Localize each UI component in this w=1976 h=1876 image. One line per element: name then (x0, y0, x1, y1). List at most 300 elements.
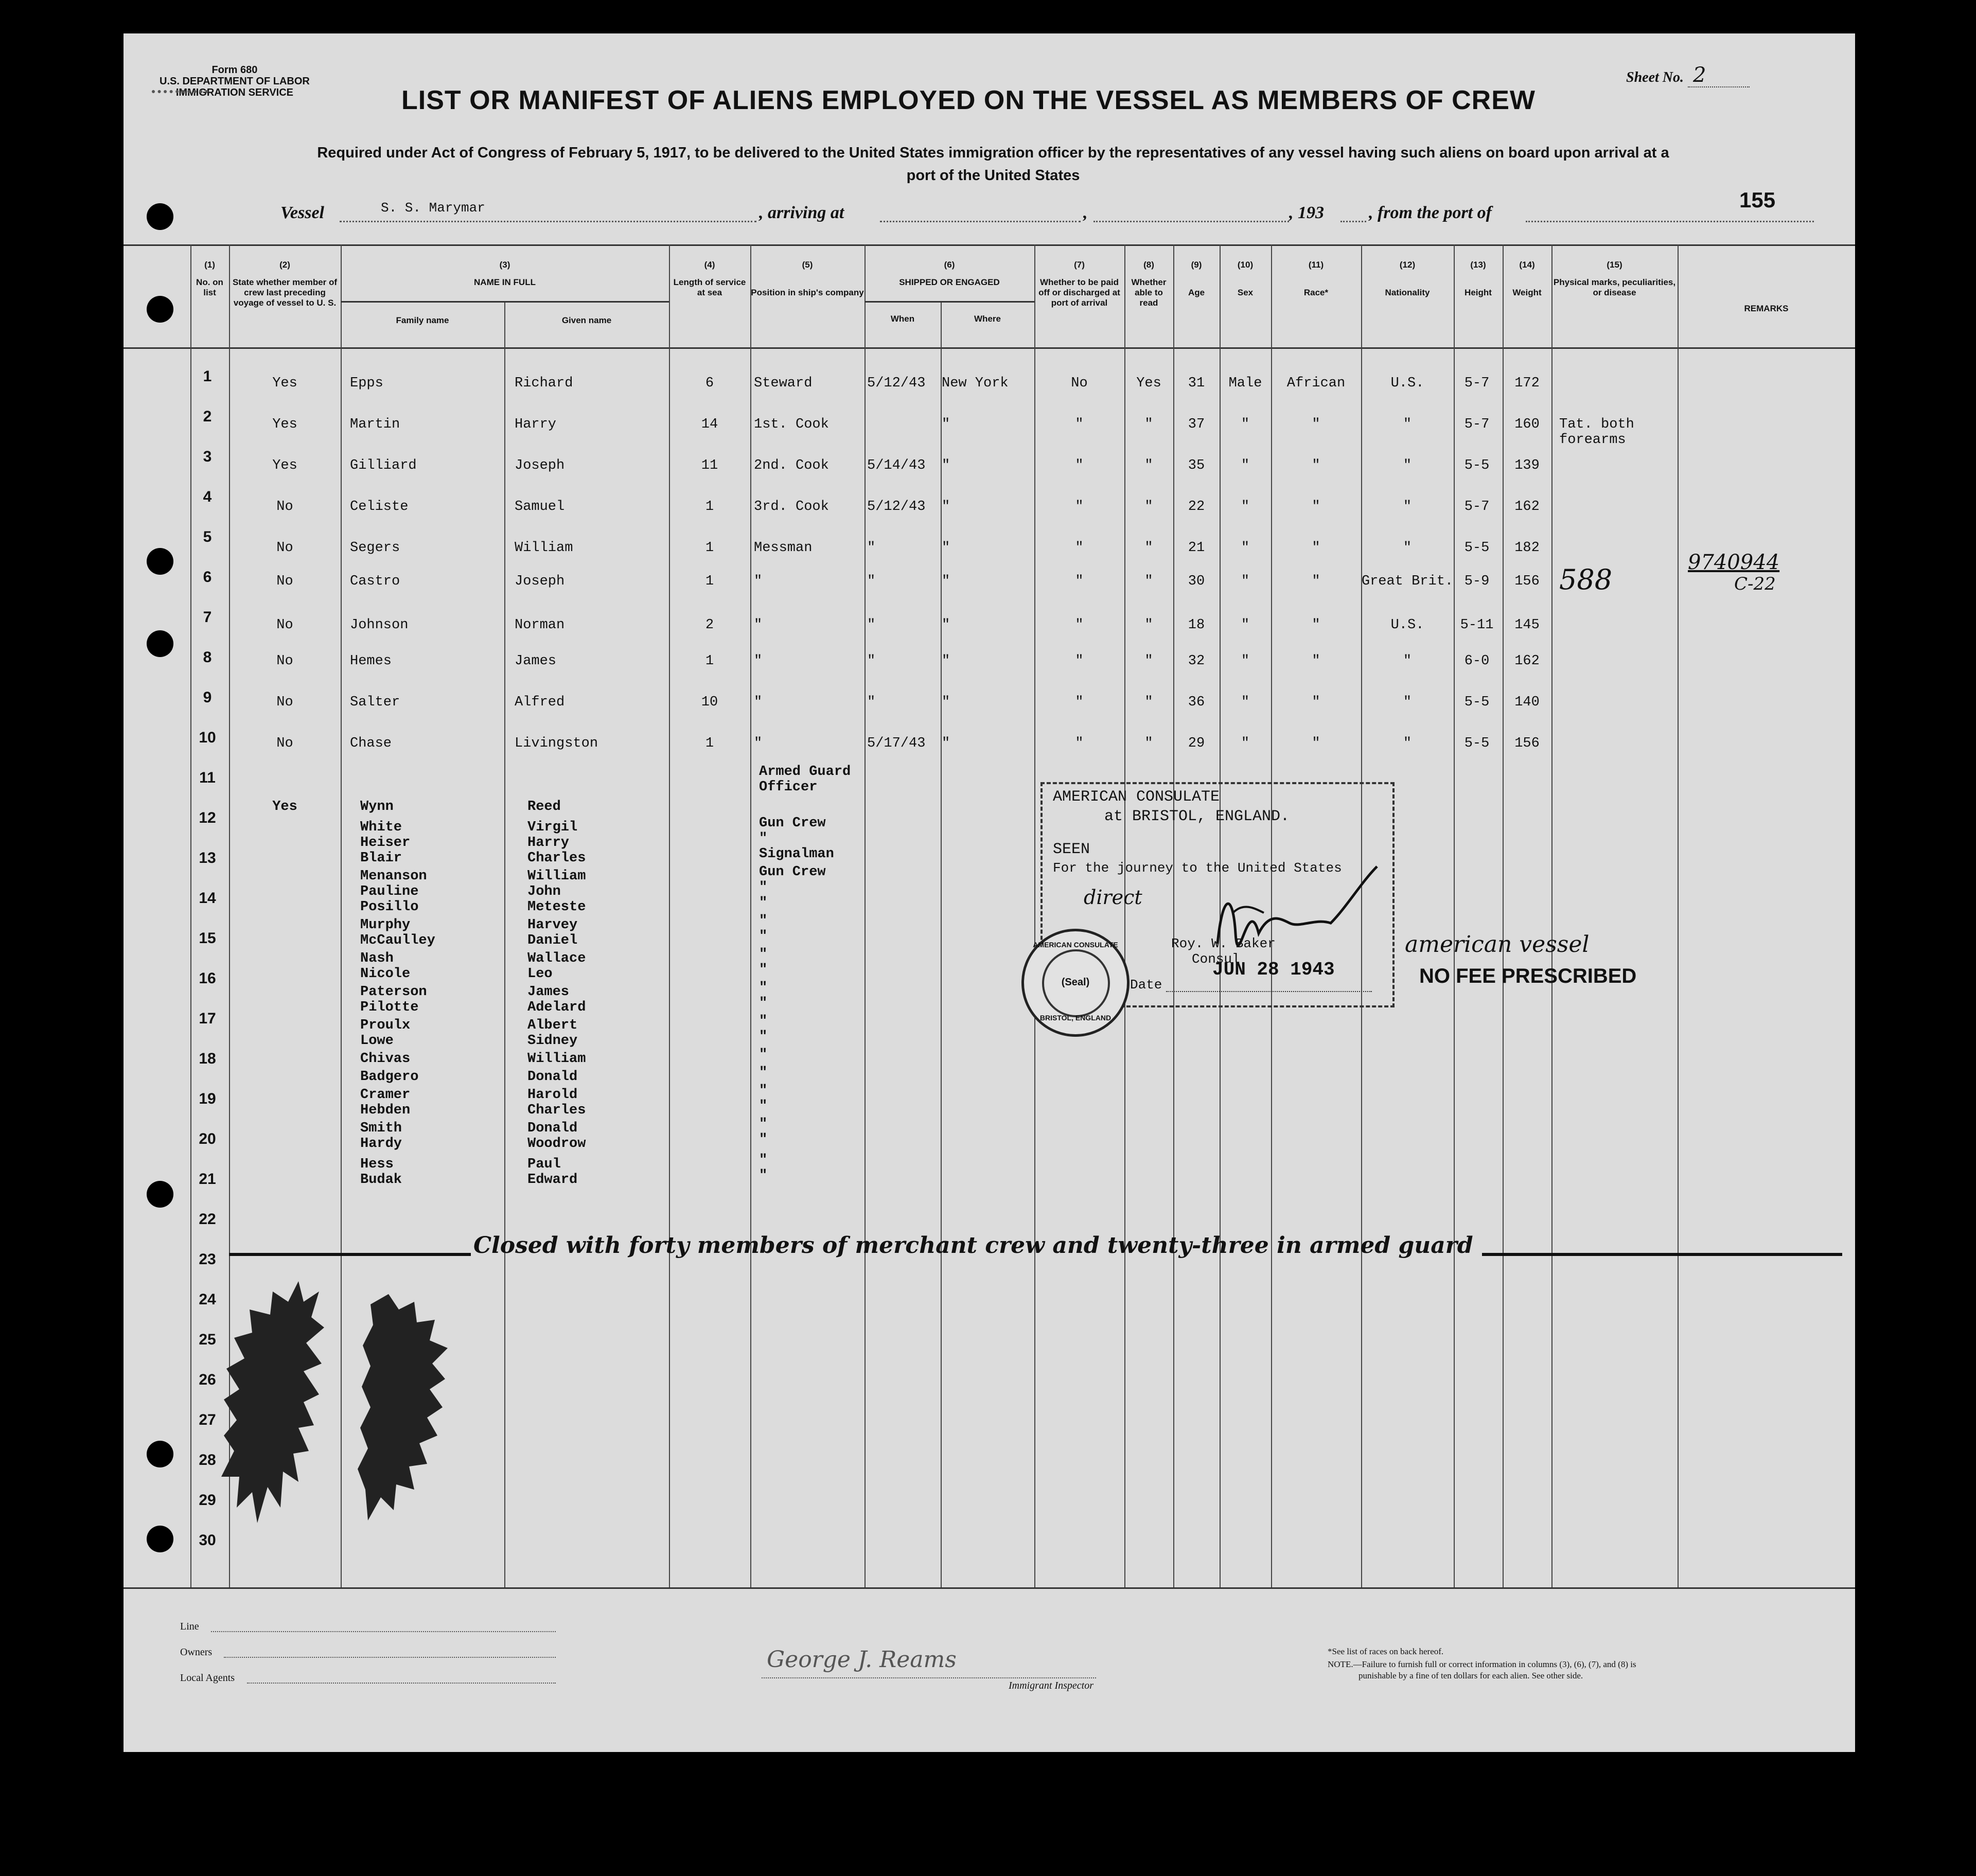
guard-given-name: Albert (527, 1018, 578, 1033)
crew-age: 36 (1188, 695, 1205, 710)
guard-position: " (759, 962, 768, 978)
col-8-label: Whether able to read (1131, 277, 1167, 308)
crew-paid-off: " (1075, 695, 1084, 710)
from-port-label: , from the port of (1369, 203, 1492, 222)
col-7-header (1034, 260, 1124, 308)
crew-race: " (1312, 736, 1320, 751)
crew-age: 30 (1188, 574, 1205, 589)
inspector-label: Immigrant Inspector (1009, 1680, 1093, 1691)
guard-given-name: Wallace (527, 951, 586, 966)
guard-given-name: Leo (527, 966, 553, 982)
seal-top-text: AMERICAN CONSULATE (1033, 941, 1118, 949)
stamp-seen: SEEN (1053, 841, 1090, 858)
guard-position: " (759, 980, 768, 996)
crew-shipped-when: " (867, 617, 876, 633)
guard-family-name: Cramer (360, 1087, 411, 1103)
footer-agents-label: Local Agents (180, 1672, 235, 1684)
crew-age: 29 (1188, 736, 1205, 751)
crew-given-name: James (515, 653, 557, 669)
col-10-num: (10) (1237, 260, 1254, 270)
guard-position: " (759, 1117, 768, 1132)
penalty-note-1: NOTE.—Failure to furnish full or correct information in columns (3), (6), (7), and (8) is (1328, 1659, 1636, 1669)
col-3-label: NAME IN FULL (474, 277, 536, 287)
crew-nationality: " (1403, 499, 1412, 515)
guard-position: Gun Crew (759, 816, 826, 831)
col-rule (341, 244, 342, 1587)
crew-service-length: 11 (701, 458, 718, 473)
stamp-direct: direct (1084, 886, 1142, 909)
crew-paid-off: " (1075, 574, 1084, 589)
guard-position: " (759, 1153, 768, 1168)
penalty-note-2: punishable by a fine of ten dollars for each alien. See other side. (1358, 1671, 1583, 1680)
col-14-num: (14) (1519, 260, 1535, 270)
crew-race: " (1312, 499, 1320, 515)
guard-given-name: James (527, 984, 570, 1000)
row-number: 17 (199, 1010, 216, 1027)
col-6-header (864, 260, 1034, 288)
guard-position: " (759, 929, 768, 944)
punch-hole (147, 296, 173, 323)
col-4-header (669, 260, 750, 298)
guard-position: " (759, 996, 768, 1011)
guard-family-name: White (360, 820, 402, 835)
crew-race: " (1312, 574, 1320, 589)
crew-family-name: Hemes (350, 653, 392, 669)
crew-sex: " (1241, 499, 1250, 515)
row-number: 8 (203, 649, 212, 666)
crew-weight: 160 (1514, 417, 1540, 432)
crew-age: 21 (1188, 540, 1205, 556)
guard-family-name: Blair (360, 851, 402, 866)
row-number: 18 (199, 1050, 216, 1067)
guard-family-name: Chivas (360, 1051, 411, 1067)
year-dotline (1340, 221, 1366, 222)
col-6-label: SHIPPED OR ENGAGED (899, 277, 1000, 287)
closing-rule-right (1482, 1253, 1842, 1256)
crew-prev-voyage: No (276, 736, 293, 751)
col-2-header (229, 260, 341, 308)
col-3-num: (3) (499, 260, 510, 270)
col-rule (1551, 244, 1552, 1587)
crew-paid-off: " (1075, 458, 1084, 473)
footer-owners-dots (224, 1657, 556, 1658)
crew-race: " (1312, 458, 1320, 473)
col-rule (750, 244, 751, 1587)
row-number: 3 (203, 448, 212, 465)
col-rule (1034, 244, 1035, 1587)
crew-age: 18 (1188, 617, 1205, 633)
col-rule (190, 244, 191, 1587)
crew-shipped-where: " (942, 695, 950, 710)
crew-service-length: 14 (701, 417, 718, 432)
col-rule (1678, 244, 1679, 1587)
row-number: 6 (203, 569, 212, 586)
crew-shipped-when: 5/12/43 (867, 499, 926, 515)
crew-service-length: 1 (705, 653, 714, 669)
crew-age: 37 (1188, 417, 1205, 432)
row-number: 9 (203, 689, 212, 706)
crew-paid-off: " (1075, 417, 1084, 432)
arriving-label: , arriving at (759, 203, 844, 222)
col-5-num: (5) (802, 260, 813, 270)
guard-position: " (759, 831, 768, 846)
inspector-line (762, 1677, 1096, 1678)
crew-weight: 162 (1514, 653, 1540, 669)
crew-nationality: " (1403, 653, 1412, 669)
crew-able-to-read: " (1144, 736, 1153, 751)
crew-race: " (1312, 617, 1320, 633)
crew-able-to-read: " (1144, 574, 1153, 589)
vessel-name: S. S. Marymar (381, 200, 485, 216)
col-rule (1503, 244, 1504, 1587)
crew-shipped-when: 5/17/43 (867, 736, 926, 751)
crew-able-to-read: " (1144, 695, 1153, 710)
col-rule (669, 244, 670, 1587)
col-13-header (1454, 260, 1503, 298)
guard-family-name: Hess (360, 1157, 394, 1172)
row-number: 11 (199, 769, 216, 786)
punch-hole (147, 1181, 173, 1208)
crew-shipped-where: New York (942, 376, 1009, 391)
crew-service-length: 1 (705, 499, 714, 515)
crew-given-name: William (515, 540, 573, 556)
guard-position: " (759, 1029, 768, 1045)
family-name-header: Family name (396, 315, 449, 325)
crew-position: " (754, 736, 763, 751)
crew-service-length: 1 (705, 540, 714, 556)
given-name-header: Given name (561, 315, 612, 325)
guard-position: Gun Crew (759, 864, 826, 880)
crew-sex: " (1241, 574, 1250, 589)
guard-given-name: Harvey (527, 917, 578, 933)
col-4-label: Length of service at sea (673, 277, 746, 297)
from-port-dotline (1526, 221, 1814, 222)
guard-family-name: Heiser (360, 835, 411, 851)
row-number: 2 (203, 408, 212, 425)
crew-given-name: Norman (515, 617, 565, 633)
col-15-label: Physical marks, peculiarities, or disease (1553, 277, 1676, 297)
guard-family-name: Murphy (360, 917, 411, 933)
crew-paid-off: " (1075, 736, 1084, 751)
crew-age: 32 (1188, 653, 1205, 669)
shipped-subheader-rule (864, 301, 1034, 303)
col-6-num: (6) (944, 260, 955, 270)
guard-position: " (759, 1083, 768, 1099)
manifest-document (123, 33, 1855, 1752)
crew-height: 5-5 (1464, 695, 1490, 710)
crew-able-to-read: " (1144, 499, 1153, 515)
col-3-header (341, 260, 669, 288)
crew-able-to-read: Yes (1136, 376, 1161, 391)
guard-family-name: Pauline (360, 884, 419, 899)
guard-family-name: Nash (360, 951, 394, 966)
col-rule (864, 244, 866, 1587)
row-number: 30 (199, 1532, 216, 1549)
subtitle-line-1: Required under Act of Congress of February 5, 1917, to be delivered to the United States immigration officer by the representatives of any vessel having such aliens on board upon arrival at a (317, 145, 1669, 161)
crew-service-length: 6 (705, 376, 714, 391)
col-11-label: Race* (1303, 288, 1329, 297)
crew-race: " (1312, 695, 1320, 710)
crew-race: " (1312, 417, 1320, 432)
guard-family-name: Hebden (360, 1103, 411, 1118)
row-number: 25 (199, 1331, 216, 1348)
stamp-consul-title: Consul (1192, 951, 1240, 967)
guard-given-name: Charles (527, 1103, 586, 1118)
marks-handwritten-note: 588 (1559, 563, 1613, 596)
col-5-label: Position in ship's company (751, 288, 864, 297)
crew-race: African (1286, 376, 1346, 391)
crew-family-name: Gilliard (350, 458, 417, 473)
row-number: 21 (199, 1171, 216, 1188)
col-9-header (1173, 260, 1220, 298)
form-service: IMMIGRATION SERVICE (175, 87, 294, 98)
punch-hole (147, 630, 173, 657)
footer-agents-dots (247, 1683, 556, 1684)
col-8-num: (8) (1143, 260, 1154, 270)
guard-family-name: Menanson (360, 869, 427, 884)
crew-given-name: Samuel (515, 499, 565, 515)
col-15-num: (15) (1607, 260, 1622, 270)
row-number: 14 (199, 890, 216, 907)
crew-nationality: " (1403, 417, 1412, 432)
guard-position: Armed Guard Officer (759, 764, 851, 795)
crew-nationality: " (1403, 736, 1412, 751)
col-7-label: Whether to be paid off or discharged at port of arrival (1038, 277, 1120, 308)
crew-shipped-when: 5/14/43 (867, 458, 926, 473)
crew-weight: 156 (1514, 736, 1540, 751)
document-subtitle (175, 141, 1811, 187)
crew-height: 5-5 (1464, 540, 1490, 556)
row-number: 27 (199, 1411, 216, 1428)
row-number: 22 (199, 1211, 216, 1228)
punch-hole (147, 1441, 173, 1467)
guard-given-name: Reed (527, 799, 561, 815)
starburst-seal-left (221, 1281, 324, 1528)
row-number: 1 (203, 368, 212, 385)
punch-hole (147, 1526, 173, 1552)
arriving-comma: , (1083, 203, 1088, 222)
col-rule (1454, 244, 1455, 1587)
crew-shipped-where: " (942, 736, 950, 751)
guard-family-name: Wynn (360, 799, 394, 815)
crew-position: Steward (754, 376, 813, 391)
remarks-handwritten-code: C-22 (1734, 574, 1776, 594)
guard-given-name: Daniel (527, 933, 578, 948)
col-2-label: State whether member of crew last preceding voyage of vessel to U. S. (232, 277, 338, 308)
crew-service-length: 10 (701, 695, 718, 710)
col-12-header (1361, 260, 1454, 298)
crew-family-name: Segers (350, 540, 400, 556)
guard-given-name: Donald (527, 1069, 578, 1085)
guard-prev-voyage: Yes (272, 799, 297, 815)
table-bottom-rule (123, 1587, 1855, 1589)
table-top-rule (123, 244, 1855, 246)
crew-paid-off: " (1075, 499, 1084, 515)
crew-paid-off: " (1075, 540, 1084, 556)
page-number: 155 (1739, 188, 1776, 212)
crew-race: " (1312, 653, 1320, 669)
row-number: 10 (199, 729, 216, 746)
crew-prev-voyage: Yes (272, 417, 297, 432)
crew-prev-voyage: No (276, 499, 293, 515)
col-1-label: No. on list (196, 277, 223, 297)
crew-shipped-where: " (942, 417, 950, 432)
crew-prev-voyage: No (276, 653, 293, 669)
crew-sex: " (1241, 458, 1250, 473)
col-9-label: Age (1188, 288, 1205, 297)
crew-family-name: Johnson (350, 617, 409, 633)
crew-shipped-when: " (867, 695, 876, 710)
stamp-consul-name: Roy. W. Baker (1171, 936, 1276, 951)
crew-nationality: Great Brit. (1361, 574, 1454, 589)
guard-family-name: McCaulley (360, 933, 435, 948)
crew-family-name: Epps (350, 376, 383, 391)
row-number: 13 (199, 849, 216, 866)
crew-given-name: Joseph (515, 574, 565, 589)
date-dotline (1093, 221, 1289, 222)
row-number: 4 (203, 488, 212, 505)
crew-service-length: 1 (705, 736, 714, 751)
starburst-seal-right (358, 1294, 448, 1520)
crew-shipped-when: 5/12/43 (867, 376, 926, 391)
guard-given-name: William (527, 869, 586, 884)
guard-family-name: Smith (360, 1121, 402, 1136)
consul-signature (1212, 861, 1382, 959)
crew-given-name: Joseph (515, 458, 565, 473)
crew-prev-voyage: No (276, 617, 293, 633)
guard-given-name: Edward (527, 1172, 578, 1188)
form-department: U.S. DEPARTMENT OF LABOR (160, 76, 310, 87)
crew-family-name: Castro (350, 574, 400, 589)
guard-family-name: Proulx (360, 1018, 411, 1033)
sheet-label: Sheet No. (1626, 69, 1684, 85)
vessel-dotline (340, 221, 756, 222)
crew-height: 6-0 (1464, 653, 1490, 669)
guard-given-name: Woodrow (527, 1136, 586, 1152)
guard-position: Signalman (759, 846, 834, 862)
seal-center-text: (Seal) (1061, 977, 1090, 988)
col-10-label: Sex (1237, 288, 1254, 297)
crew-able-to-read: " (1144, 617, 1153, 633)
col-11-num: (11) (1308, 260, 1324, 270)
crew-sex: " (1241, 653, 1250, 669)
crew-paid-off: " (1075, 617, 1084, 633)
crew-shipped-where: " (942, 574, 950, 589)
guard-family-name: Pilotte (360, 1000, 419, 1015)
col-7-num: (7) (1074, 260, 1085, 270)
row-number: 12 (199, 809, 216, 826)
crew-shipped-when: " (867, 574, 876, 589)
guard-position: " (759, 1014, 768, 1029)
guard-position: " (759, 913, 768, 929)
crew-nationality: " (1403, 695, 1412, 710)
year-label: , 193 (1289, 203, 1324, 222)
row-number: 7 (203, 609, 212, 626)
name-subheader-rule (341, 301, 669, 303)
crew-service-length: 1 (705, 574, 714, 589)
crew-weight: 145 (1514, 617, 1540, 633)
stamp-date-line (1166, 991, 1372, 992)
col-9-num: (9) (1191, 260, 1202, 270)
stamp-line-2: at BRISTOL, ENGLAND. (1104, 808, 1290, 825)
crew-sex: " (1241, 617, 1250, 633)
col-12-num: (12) (1399, 260, 1416, 270)
row-number: 29 (199, 1492, 216, 1509)
punch-hole (147, 548, 173, 575)
crew-able-to-read: " (1144, 653, 1153, 669)
footer-line-label: Line (180, 1621, 199, 1632)
no-fee-stamp: NO FEE PRESCRIBED (1419, 965, 1637, 987)
row-number: 24 (199, 1291, 216, 1308)
crew-shipped-where: " (942, 458, 950, 473)
crew-position: " (754, 617, 763, 633)
arriving-dotline (880, 221, 1081, 222)
crew-shipped-when: " (867, 653, 876, 669)
col-1-num: (1) (204, 260, 215, 270)
row-number: 28 (199, 1452, 216, 1468)
crew-age: 31 (1188, 376, 1205, 391)
crew-able-to-read: " (1144, 540, 1153, 556)
crew-position: 3rd. Cook (754, 499, 829, 515)
crew-height: 5-7 (1464, 417, 1490, 432)
remarks-header: REMARKS (1744, 304, 1789, 313)
crew-shipped-when: " (867, 540, 876, 556)
crew-given-name: Livingston (515, 736, 598, 751)
crew-family-name: Salter (350, 695, 400, 710)
crew-given-name: Harry (515, 417, 557, 432)
crew-prev-voyage: No (276, 540, 293, 556)
col-11-header (1271, 260, 1361, 298)
row-number: 23 (199, 1251, 216, 1268)
col-12-label: Nationality (1385, 288, 1430, 297)
guard-position: " (759, 880, 768, 895)
perforation-dots (152, 90, 208, 114)
col-8-header (1124, 260, 1173, 308)
crew-paid-off: " (1075, 653, 1084, 669)
row-number: 19 (199, 1090, 216, 1107)
col-2-num: (2) (279, 260, 290, 270)
races-note: *See list of races on back hereof. (1328, 1647, 1444, 1656)
guard-given-name: John (527, 884, 561, 899)
crew-position: " (754, 653, 763, 669)
crew-able-to-read: " (1144, 458, 1153, 473)
crew-position: 2nd. Cook (754, 458, 829, 473)
row-number: 20 (199, 1130, 216, 1147)
stamp-line-1: AMERICAN CONSULATE (1053, 788, 1220, 806)
row-number: 26 (199, 1371, 216, 1388)
crew-shipped-where: " (942, 617, 950, 633)
crew-shipped-where: " (942, 540, 950, 556)
crew-service-length: 2 (705, 617, 714, 633)
where-header: Where (974, 314, 1001, 324)
col-5-header (750, 260, 864, 298)
crew-height: 5-7 (1464, 376, 1490, 391)
document-title: LIST OR MANIFEST OF ALIENS EMPLOYED ON THE VESSEL AS MEMBERS OF CREW (401, 85, 1536, 115)
crew-race: " (1312, 540, 1320, 556)
crew-able-to-read: " (1144, 417, 1153, 432)
crew-physical-marks: Tat. both forearms (1559, 417, 1634, 448)
guard-position: " (759, 1099, 768, 1114)
crew-family-name: Martin (350, 417, 400, 432)
col-10-header (1220, 260, 1271, 298)
col-13-label: Height (1465, 288, 1492, 297)
crew-position: " (754, 574, 763, 589)
col-rule (504, 301, 505, 1587)
crew-prev-voyage: No (276, 695, 293, 710)
crew-age: 22 (1188, 499, 1205, 515)
guard-family-name: Lowe (360, 1033, 394, 1049)
col-13-num: (13) (1470, 260, 1486, 270)
